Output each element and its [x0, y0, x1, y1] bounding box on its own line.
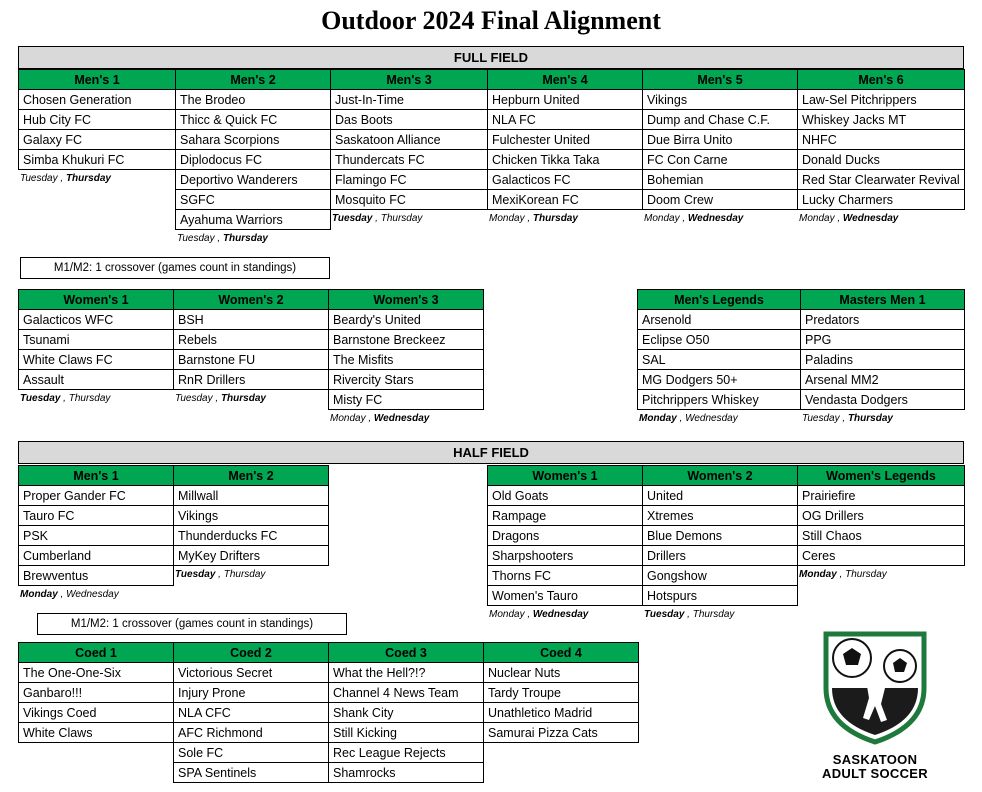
team-name-cell: Vikings: [174, 506, 329, 526]
full-field-banner: FULL FIELD: [18, 46, 964, 69]
division-days-note: Tuesday , Thursday: [177, 233, 268, 244]
division-days-note: Monday , Wednesday: [330, 413, 430, 424]
empty-cell: [19, 190, 176, 210]
half-field-womens-division-header: Women's 1: [488, 466, 643, 486]
empty-cell: [19, 210, 176, 230]
team-name-cell: Chosen Generation: [19, 90, 176, 110]
team-name-cell: Predators: [801, 310, 965, 330]
team-name-cell: Flamingo FC: [331, 170, 488, 190]
team-name-cell: PPG: [801, 330, 965, 350]
team-name-cell: Deportivo Wanderers: [176, 170, 331, 190]
team-name-cell: Shank City: [329, 703, 484, 723]
team-name-cell: Mosquito FC: [331, 190, 488, 210]
team-name-cell: Tardy Troupe: [484, 683, 639, 703]
team-name-cell: Thundercats FC: [331, 150, 488, 170]
team-name-cell: The Brodeo: [176, 90, 331, 110]
full-field-mens-table: [18, 69, 965, 244]
team-name-cell: Das Boots: [331, 110, 488, 130]
half-field-womens-division-header: Women's Legends: [798, 466, 965, 486]
table-row: [488, 506, 965, 526]
table-row: [19, 486, 329, 506]
team-name-cell: Whiskey Jacks MT: [798, 110, 965, 130]
half-field-mens-division-header: Men's 2: [174, 466, 329, 486]
half-field-womens-division-header: Women's 2: [643, 466, 798, 486]
half-field-womens-table: [487, 465, 965, 620]
table-row: [19, 150, 965, 170]
team-name-cell: Sharpshooters: [488, 546, 643, 566]
team-name-cell: Hepburn United: [488, 90, 643, 110]
team-name-cell: Gongshow: [643, 566, 798, 586]
team-name-cell: NLA FC: [488, 110, 643, 130]
table-row: [19, 683, 639, 703]
team-name-cell: Tsunami: [19, 330, 174, 350]
coed-division-header: Coed 2: [174, 643, 329, 663]
half-field-mens-division-header: Men's 1: [19, 466, 174, 486]
team-name-cell: Pitchrippers Whiskey: [638, 390, 801, 410]
half-field-banner: HALF FIELD: [18, 441, 964, 464]
team-name-cell: Rivercity Stars: [329, 370, 484, 390]
team-name-cell: Law-Sel Pitchrippers: [798, 90, 965, 110]
team-name-cell: Channel 4 News Team: [329, 683, 484, 703]
team-name-cell: Thorns FC: [488, 566, 643, 586]
table-row: [19, 743, 639, 763]
crossover-note-full: M1/M2: 1 crossover (games count in standings): [20, 257, 330, 279]
division-days-note: Tuesday , Thursday: [175, 569, 266, 580]
division-days-note: Monday , Wednesday: [20, 589, 119, 600]
team-name-cell: Vendasta Dodgers: [801, 390, 965, 410]
division-days-note: Tuesday , Thursday: [802, 413, 893, 424]
team-name-cell: Prairiefire: [798, 486, 965, 506]
team-name-cell: MyKey Drifters: [174, 546, 329, 566]
team-name-cell: Injury Prone: [174, 683, 329, 703]
team-name-cell: SAL: [638, 350, 801, 370]
team-name-cell: PSK: [19, 526, 174, 546]
table-row: [19, 110, 965, 130]
team-name-cell: Fulchester United: [488, 130, 643, 150]
division-days-note: Monday , Wednesday: [644, 213, 744, 224]
team-name-cell: United: [643, 486, 798, 506]
team-name-cell: Ceres: [798, 546, 965, 566]
empty-cell: [484, 743, 639, 763]
coed-table: [18, 642, 639, 783]
empty-cell: [484, 763, 639, 783]
empty-cell: [19, 743, 174, 763]
team-name-cell: Sole FC: [174, 743, 329, 763]
table-row: [638, 310, 965, 330]
team-name-cell: Proper Gander FC: [19, 486, 174, 506]
team-name-cell: Donald Ducks: [798, 150, 965, 170]
division-days-note: Monday , Wednesday: [799, 213, 899, 224]
table-row: [19, 330, 484, 350]
team-name-cell: Galaxy FC: [19, 130, 176, 150]
team-name-cell: Barnstone Breckeez: [329, 330, 484, 350]
half-field-mens-table: [18, 465, 329, 600]
team-name-cell: Rampage: [488, 506, 643, 526]
table-row: [19, 190, 965, 210]
team-name-cell: Rec League Rejects: [329, 743, 484, 763]
page-title: Outdoor 2024 Final Alignment: [321, 6, 661, 35]
half-field-section: [18, 441, 964, 464]
organization-logo: [800, 626, 950, 781]
full-field-womens-division-header: Women's 3: [329, 290, 484, 310]
coed-division-header: Coed 1: [19, 643, 174, 663]
table-row: [638, 370, 965, 390]
team-name-cell: Rebels: [174, 330, 329, 350]
team-name-cell: AFC Richmond: [174, 723, 329, 743]
team-name-cell: White Claws FC: [19, 350, 174, 370]
team-name-cell: Blue Demons: [643, 526, 798, 546]
team-name-cell: SGFC: [176, 190, 331, 210]
full-field-mens-division-header: Men's 2: [176, 70, 331, 90]
table-row: [19, 566, 329, 586]
team-name-cell: Red Star Clearwater Revival: [798, 170, 965, 190]
full-field-mens-division-header: Men's 5: [643, 70, 798, 90]
division-days-note: Tuesday , Thursday: [20, 173, 111, 184]
team-name-cell: Tauro FC: [19, 506, 174, 526]
team-name-cell: Ganbaro!!!: [19, 683, 174, 703]
team-name-cell: NLA CFC: [174, 703, 329, 723]
table-row: [19, 350, 484, 370]
table-row: [19, 663, 639, 683]
team-name-cell: Brewventus: [19, 566, 174, 586]
team-name-cell: SPA Sentinels: [174, 763, 329, 783]
table-row: [19, 506, 329, 526]
team-name-cell: Eclipse O50: [638, 330, 801, 350]
table-row: [488, 526, 965, 546]
team-name-cell: Just-In-Time: [331, 90, 488, 110]
team-name-cell: Dragons: [488, 526, 643, 546]
team-name-cell: Hub City FC: [19, 110, 176, 130]
team-name-cell: The Misfits: [329, 350, 484, 370]
team-name-cell: Xtremes: [643, 506, 798, 526]
team-name-cell: Due Birra Unito: [643, 130, 798, 150]
table-row: [488, 586, 965, 606]
team-name-cell: Millwall: [174, 486, 329, 506]
team-name-cell: FC Con Carne: [643, 150, 798, 170]
table-row: [19, 310, 484, 330]
team-name-cell: NHFC: [798, 130, 965, 150]
team-name-cell: Hotspurs: [643, 586, 798, 606]
team-name-cell: Vikings: [643, 90, 798, 110]
table-row: [19, 526, 329, 546]
empty-cell: [798, 586, 965, 606]
team-name-cell: Vikings Coed: [19, 703, 174, 723]
full-field-mens-division-header: Men's 4: [488, 70, 643, 90]
team-name-cell: Galacticos WFC: [19, 310, 174, 330]
team-name-cell: Chicken Tikka Taka: [488, 150, 643, 170]
team-name-cell: Sahara Scorpions: [176, 130, 331, 150]
division-days-note: Monday , Thursday: [489, 213, 578, 224]
team-name-cell: BSH: [174, 310, 329, 330]
team-name-cell: MexiKorean FC: [488, 190, 643, 210]
team-name-cell: Old Goats: [488, 486, 643, 506]
team-name-cell: Nuclear Nuts: [484, 663, 639, 683]
team-name-cell: Unathletico Madrid: [484, 703, 639, 723]
team-name-cell: Arsenold: [638, 310, 801, 330]
team-name-cell: Diplodocus FC: [176, 150, 331, 170]
team-name-cell: Thunderducks FC: [174, 526, 329, 546]
team-name-cell: Shamrocks: [329, 763, 484, 783]
team-name-cell: What the Hell?!?: [329, 663, 484, 683]
team-name-cell: Saskatoon Alliance: [331, 130, 488, 150]
team-name-cell: Simba Khukuri FC: [19, 150, 176, 170]
table-row: [19, 130, 965, 150]
table-row: [19, 370, 484, 390]
table-row: [638, 330, 965, 350]
table-row: [19, 723, 639, 743]
division-days-note: Tuesday , Thursday: [644, 609, 735, 620]
full-field-mens-division-header: Men's 6: [798, 70, 965, 90]
team-name-cell: Lucky Charmers: [798, 190, 965, 210]
full-field-womens-division-header: Women's 1: [19, 290, 174, 310]
division-days-note: Tuesday , Thursday: [332, 213, 423, 224]
team-name-cell: MG Dodgers 50+: [638, 370, 801, 390]
team-name-cell: Drillers: [643, 546, 798, 566]
full-field-mens-division-header: Men's 1: [19, 70, 176, 90]
table-row: [19, 546, 329, 566]
legends-masters-table: [637, 289, 965, 424]
team-name-cell: Cumberland: [19, 546, 174, 566]
team-name-cell: Victorious Secret: [174, 663, 329, 683]
team-name-cell: RnR Drillers: [174, 370, 329, 390]
table-row: [488, 546, 965, 566]
coed-division-header: Coed 3: [329, 643, 484, 663]
division-days-note: Monday , Thursday: [799, 569, 887, 580]
division-days-note: Tuesday , Thursday: [175, 393, 266, 404]
team-name-cell: Beardy's United: [329, 310, 484, 330]
full-field-section: [18, 46, 964, 69]
table-row: [19, 90, 965, 110]
full-field-womens-table: [18, 289, 484, 424]
team-name-cell: Women's Tauro: [488, 586, 643, 606]
logo-line-1: SASKATOON: [832, 752, 918, 767]
team-name-cell: Ayahuma Warriors: [176, 210, 331, 230]
team-name-cell: OG Drillers: [798, 506, 965, 526]
team-name-cell: Doom Crew: [643, 190, 798, 210]
legends-masters-division-header: Masters Men 1: [801, 290, 965, 310]
table-row: [638, 350, 965, 370]
team-name-cell: Misty FC: [329, 390, 484, 410]
team-name-cell: Bohemian: [643, 170, 798, 190]
table-row: [488, 486, 965, 506]
full-field-mens-division-header: Men's 3: [331, 70, 488, 90]
team-name-cell: Dump and Chase C.F.: [643, 110, 798, 130]
crossover-note-half: M1/M2: 1 crossover (games count in standings): [37, 613, 347, 635]
team-name-cell: Galacticos FC: [488, 170, 643, 190]
division-days-note: Monday , Wednesday: [489, 609, 589, 620]
table-row: [19, 763, 639, 783]
table-row: [488, 566, 965, 586]
team-name-cell: Still Kicking: [329, 723, 484, 743]
coed-division-header: Coed 4: [484, 643, 639, 663]
division-days-note: Tuesday , Thursday: [20, 393, 111, 404]
team-name-cell: Still Chaos: [798, 526, 965, 546]
team-name-cell: Barnstone FU: [174, 350, 329, 370]
soccer-crest-icon: [816, 626, 934, 746]
table-row: [19, 170, 965, 190]
team-name-cell: Samurai Pizza Cats: [484, 723, 639, 743]
team-name-cell: White Claws: [19, 723, 174, 743]
full-field-womens-division-header: Women's 2: [174, 290, 329, 310]
team-name-cell: Paladins: [801, 350, 965, 370]
legends-masters-division-header: Men's Legends: [638, 290, 801, 310]
empty-cell: [19, 763, 174, 783]
team-name-cell: Thicc & Quick FC: [176, 110, 331, 130]
table-row: [638, 390, 965, 410]
team-name-cell: Arsenal MM2: [801, 370, 965, 390]
logo-line-2: ADULT SOCCER: [822, 766, 928, 781]
team-name-cell: The One-One-Six: [19, 663, 174, 683]
team-name-cell: Assault: [19, 370, 174, 390]
division-days-note: Monday , Wednesday: [639, 413, 738, 424]
table-row: [19, 703, 639, 723]
